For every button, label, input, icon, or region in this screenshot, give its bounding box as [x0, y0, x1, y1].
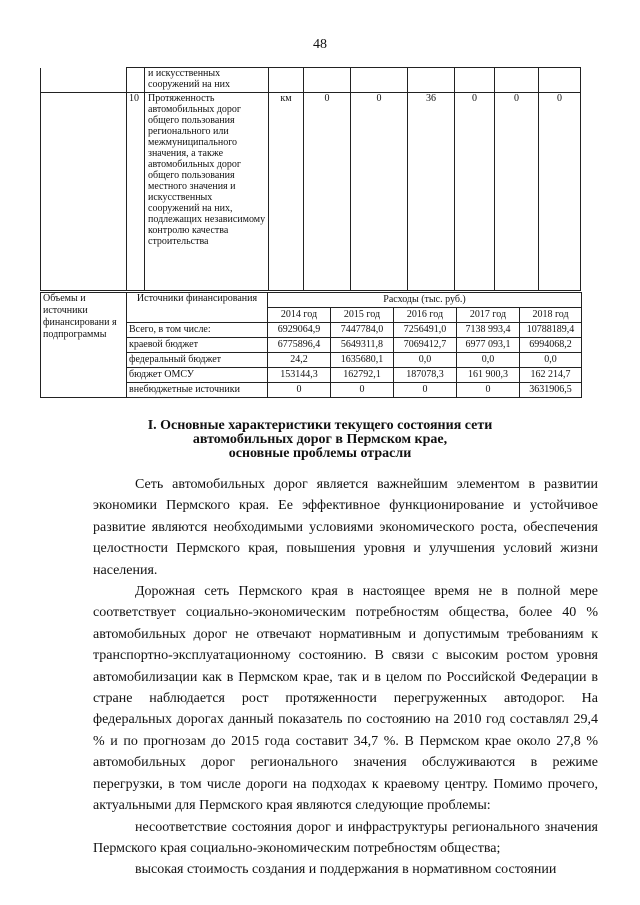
amount-cell: 5649311,8 — [331, 338, 394, 353]
amount-cell: 0,0 — [394, 353, 457, 368]
amount-cell: 0,0 — [457, 353, 520, 368]
amount-cell: 162792,1 — [331, 368, 394, 383]
source-label: федеральный бюджет — [127, 353, 268, 368]
amount-cell: 187078,3 — [394, 368, 457, 383]
amount-cell: 0 — [331, 383, 394, 398]
page-number: 48 — [313, 37, 327, 52]
heading-line: основные проблемы отрасли — [228, 446, 412, 461]
amount-cell: 0,0 — [520, 353, 582, 368]
value-cell: 0 — [539, 93, 581, 291]
table-row — [41, 68, 581, 93]
paragraph: высокая стоимость создания и поддержания в нормативном состоянии — [135, 862, 557, 878]
year-header: 2018 год — [520, 308, 582, 323]
heading-line: I. Основные характеристики текущего состояния сети — [147, 418, 493, 433]
paragraph: Дорожная сеть Пермского края в настоящее время не в полной мере соответствует социально-экономическим потребностям общества, более 40 % автомобильных дорог не отвечают нормативным и допустимым требованиям к транспортно-эксплуатационному состоянию. В связи с высоким ростом уровня автомобилизации как в Пермском крае, так и в целом по Российской Федерации в стране наблюдается рост протяженности перегруженных автодорог. На федеральных дорогах данный показатель по состоянию на 2010 год составлял 29,4 % и по прогнозам до 2015 года составит 34,7 %. В Пермском крае около 27,8 % автомобильных дорог регионального значения обслуживаются в режиме перегрузки, в том числе дороги на подходах к краевому центру. Помимо прочего, актуальными для Пермского края являются следующие проблемы: — [93, 584, 598, 814]
section-heading — [0, 419, 640, 461]
value-cell: 0 — [304, 93, 351, 291]
amount-cell: 1635680,1 — [331, 353, 394, 368]
source-label: бюджет ОМСУ — [127, 368, 268, 383]
unit-cell: км — [269, 93, 304, 291]
amount-cell: 7256491,0 — [394, 323, 457, 338]
value-cell: 0 — [495, 93, 539, 291]
amount-cell: 6994068,2 — [520, 338, 582, 353]
year-header: 2015 год — [331, 308, 394, 323]
expenses-header: Расходы (тыс. руб.) — [268, 293, 582, 308]
amount-cell: 6929064,9 — [268, 323, 331, 338]
value-cell: 0 — [351, 93, 408, 291]
paragraph: Сеть автомобильных дорог является важнейшим элементом в развитии экономики Пермского края. Ее эффективное функционирование и устойчивое развитие являются необходимыми условиями экономического роста, обеспечения целостности Пермского края, повышения уровня и улучшения условий жизни населения. — [93, 477, 598, 578]
finance-table — [40, 292, 582, 398]
indicators-table — [40, 67, 581, 291]
year-header: 2017 год — [457, 308, 520, 323]
amount-cell: 24,2 — [268, 353, 331, 368]
amount-cell: 153144,3 — [268, 368, 331, 383]
section-label: Объемы и источники финансировани я подпрограммы — [41, 293, 127, 398]
continuation-text: и искусственных сооружений на них — [145, 68, 269, 93]
amount-cell: 7138 993,4 — [457, 323, 520, 338]
heading-line: автомобильных дорог в Пермском крае, — [192, 432, 448, 447]
amount-cell: 0 — [268, 383, 331, 398]
amount-cell: 3631906,5 — [520, 383, 582, 398]
amount-cell: 7069412,7 — [394, 338, 457, 353]
amount-cell: 162 214,7 — [520, 368, 582, 383]
year-header: 2016 год — [394, 308, 457, 323]
year-header: 2014 год — [268, 308, 331, 323]
amount-cell: 161 900,3 — [457, 368, 520, 383]
table-row — [41, 293, 582, 308]
source-label: внебюджетные источники — [127, 383, 268, 398]
row-number: 10 — [127, 93, 145, 291]
indicator-name: Протяженность автомобильных дорог общего пользования регионального или межмуниципального значения, а также автомобильных дорог общего пользования местного значения и искусственных сооружений на них, подлежащих независимому контролю качества строительства — [145, 93, 269, 291]
amount-cell: 7447784,0 — [331, 323, 394, 338]
amount-cell: 6775896,4 — [268, 338, 331, 353]
table-row — [41, 93, 581, 291]
value-cell: 36 — [408, 93, 455, 291]
source-label: Всего, в том числе: — [127, 323, 268, 338]
amount-cell: 10788189,4 — [520, 323, 582, 338]
amount-cell: 0 — [394, 383, 457, 398]
sources-header: Источники финансирования — [127, 293, 268, 323]
amount-cell: 6977 093,1 — [457, 338, 520, 353]
value-cell: 0 — [455, 93, 495, 291]
amount-cell: 0 — [457, 383, 520, 398]
body-text — [93, 474, 598, 881]
source-label: краевой бюджет — [127, 338, 268, 353]
paragraph: несоответствие состояния дорог и инфраструктуры регионального значения Пермского края социально-экономическим потребностям общества; — [93, 819, 598, 856]
